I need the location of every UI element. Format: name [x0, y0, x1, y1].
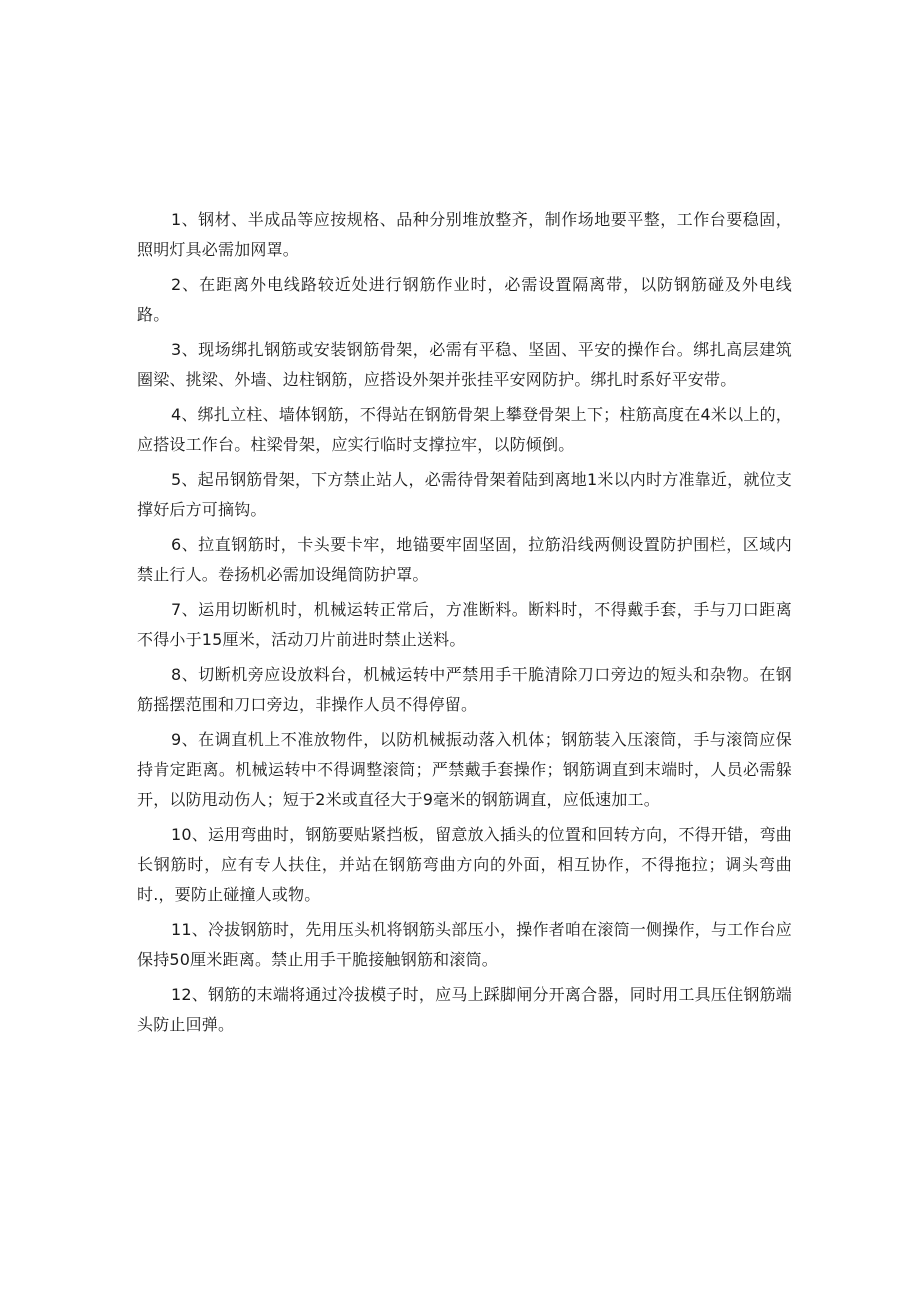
paragraph-12: 12、钢筋的末端将通过冷拔模子时，应马上踩脚闸分开离合器，同时用工具压住钢筋端头防止回弹。: [137, 985, 792, 1034]
paragraph-11: 11、冷拔钢筋时，先用压头机将钢筋头部压小，操作者咱在滚筒一侧操作，与工作台应保持50厘米距离。禁止用手干脆接触钢筋和滚筒。: [137, 920, 792, 969]
paragraph-8: 8、切断机旁应设放料台，机械运转中严禁用手干脆清除刀口旁边的短头和杂物。在钢筋摇摆范围和刀口旁边，非操作人员不得停留。: [137, 665, 792, 714]
paragraph-9: 9、在调直机上不准放物件，以防机械振动落入机体；钢筋装入压滚筒，手与滚筒应保持肯定距离。机械运转中不得调整滚筒；严禁戴手套操作；钢筋调直到末端时，人员必需躲开，以防甩动伤人；短于2米或直径大于9毫米的钢筋调直，应低速加工。: [137, 730, 792, 809]
paragraph-7: 7、运用切断机时，机械运转正常后，方准断料。断料时，不得戴手套，手与刀口距离不得小于15厘米，活动刀片前进时禁止送料。: [137, 600, 792, 649]
paragraph-6: 6、拉直钢筋时，卡头要卡牢，地锚要牢固坚固，拉筋沿线两侧设置防护围栏，区域内禁止行人。卷扬机必需加设绳筒防护罩。: [137, 535, 792, 584]
paragraph-10: 10、运用弯曲时，钢筋要贴紧挡板，留意放入插头的位置和回转方向，不得开错，弯曲长钢筋时，应有专人扶住，并站在钢筋弯曲方向的外面，相互协作，不得拖拉；调头弯曲时.，要防止碰撞人或物。: [137, 825, 792, 904]
paragraph-4: 4、绑扎立柱、墙体钢筋，不得站在钢筋骨架上攀登骨架上下；柱筋高度在4米以上的，应搭设工作台。柱梁骨架，应实行临时支撑拉牢，以防倾倒。: [137, 405, 792, 454]
paragraph-5: 5、起吊钢筋骨架，下方禁止站人，必需待骨架着陆到离地1米以内时方准靠近，就位支撑好后方可摘钩。: [137, 470, 792, 519]
paragraph-3: 3、现场绑扎钢筋或安装钢筋骨架，必需有平稳、坚固、平安的操作台。绑扎高层建筑圈梁、挑梁、外墙、边柱钢筋，应搭设外架并张挂平安网防护。绑扎时系好平安带。: [137, 340, 792, 389]
document-body: [137, 205, 792, 1045]
paragraph-2: 2、在距离外电线路较近处进行钢筋作业时，必需设置隔离带，以防钢筋碰及外电线路。: [137, 275, 792, 324]
paragraph-1: 1、钢材、半成品等应按规格、品种分别堆放整齐，制作场地要平整，工作台要稳固，照明灯具必需加网罩。: [137, 210, 792, 259]
